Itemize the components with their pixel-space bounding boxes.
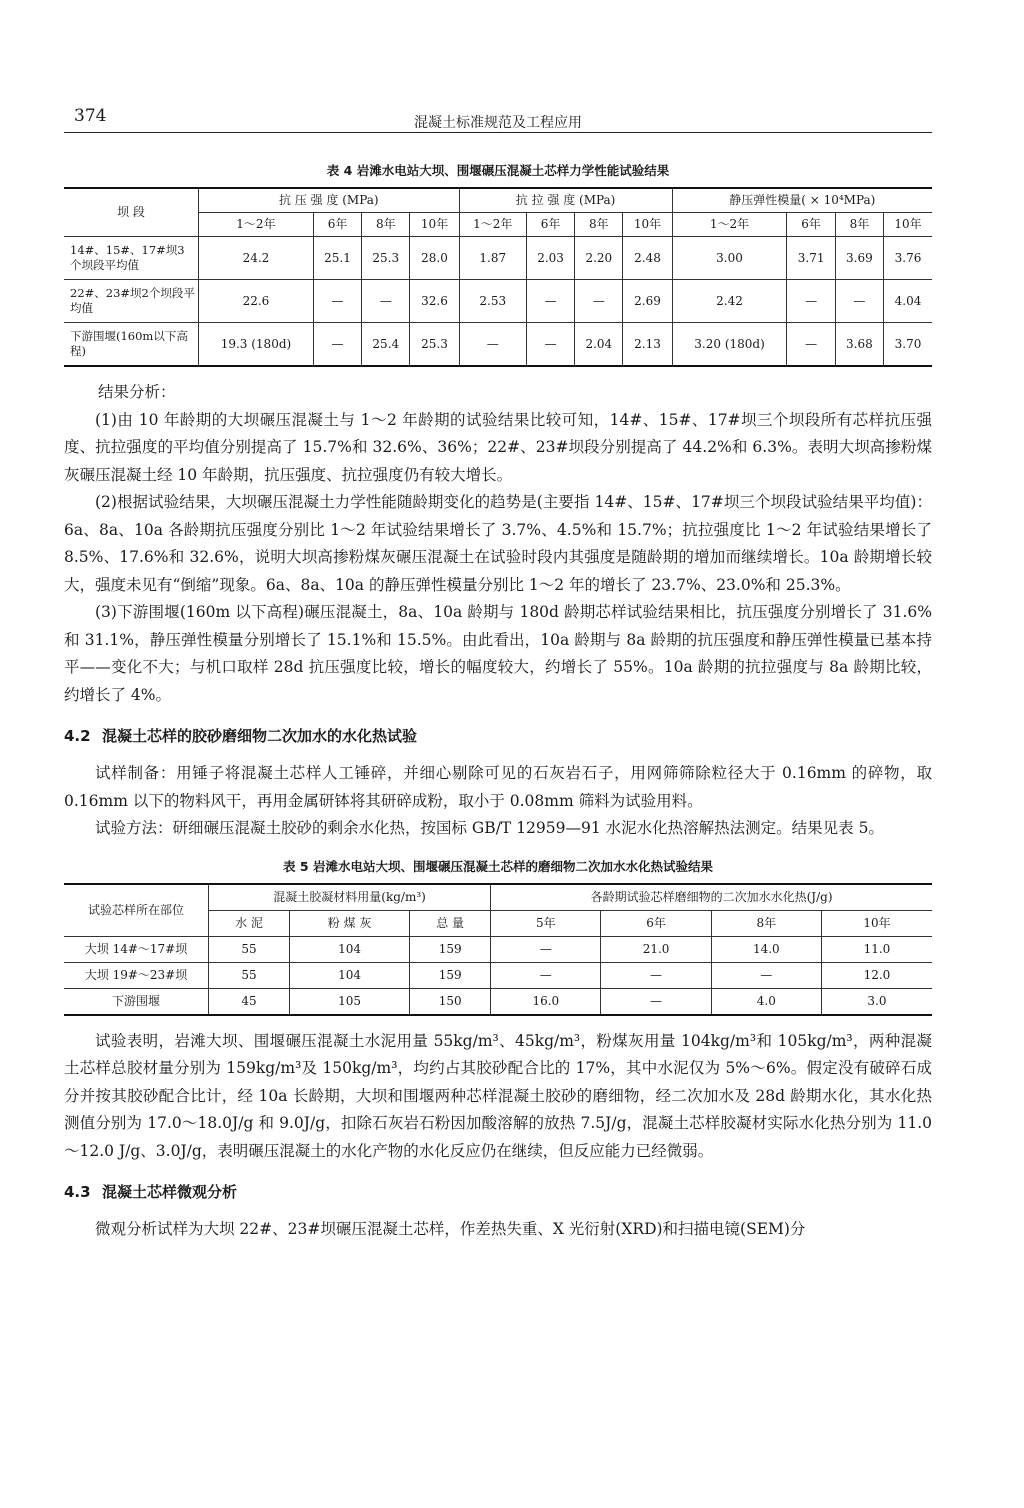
t5-cell: — xyxy=(491,936,601,962)
section-title: 混凝土芯样微观分析 xyxy=(102,1183,238,1201)
t4-cell: 3.20 (180d) xyxy=(672,323,787,367)
t4-age: 6年 xyxy=(526,213,574,237)
t4-cell: 28.0 xyxy=(410,237,459,280)
t4-group-tensile: 抗 拉 强 度 (MPa) xyxy=(459,188,672,213)
t4-age: 10年 xyxy=(884,213,932,237)
t5-cell: 159 xyxy=(410,936,491,962)
t5-heat-col: 5年 xyxy=(491,910,601,936)
t5-cell: 16.0 xyxy=(491,988,601,1015)
t4-cell: 4.04 xyxy=(884,280,932,323)
t4-age: 1～2年 xyxy=(672,213,787,237)
t4-cell: 19.3 (180d) xyxy=(199,323,314,367)
t4-cell: — xyxy=(787,323,835,367)
t4-cell: 2.48 xyxy=(623,237,672,280)
t4-age: 8年 xyxy=(362,213,410,237)
t4-cell: 2.04 xyxy=(575,323,623,367)
t4-cell: 2.20 xyxy=(575,237,623,280)
t5-group-binder: 混凝土胶凝材料用量(kg/m³) xyxy=(209,884,491,911)
paragraph: 试验方法：研细碾压混凝土胶砂的剩余水化热，按国标 GB/T 12959—91 水泥水化热溶解热法测定。结果见表 5。 xyxy=(95,819,884,837)
t5-heat-col: 10年 xyxy=(821,910,932,936)
t4-cell: 25.1 xyxy=(313,237,361,280)
t5-cell: 11.0 xyxy=(821,936,932,962)
table-row xyxy=(64,237,932,280)
t4-age: 6年 xyxy=(313,213,361,237)
t5-binder-col: 粉 煤 灰 xyxy=(290,910,410,936)
analysis-title: 结果分析： xyxy=(98,383,176,401)
t4-cell: — xyxy=(835,280,883,323)
paragraph: 试验表明，岩滩大坝、围堰碾压混凝土水泥用量 55kg/m³、45kg/m³，粉煤灰用量 104kg/m³和 105kg/m³，两种混凝土芯样总胶材量分别为 159kg/m³及 150kg/m³，均约占其胶砂配合比的 17%，其中水泥仅为 5%～6%。假定没有破碎石成分并按其胶砂配合比计，经 10a 长龄期，大坝和围堰两种芯样混凝土胶砂的磨细物，经二次加水及 28d 龄期水化，其水化热测值分别为 17.0～18.0J/g 和 9.0J/g，扣除石灰岩石粉因加酸溶解的放热 7.5J/g，混凝土芯样胶凝材实际水化热分别为 11.0～12.0 J/g、3.0J/g，表明碾压混凝土的水化产物的水化反应仍在继续，但反应能力已经微弱。 xyxy=(64,1031,932,1160)
t5-heat-col: 6年 xyxy=(601,910,711,936)
t4-row-label: 下游围堰(160m以下高程) xyxy=(64,323,199,367)
section-heading-4-3 xyxy=(64,1181,932,1202)
t4-cell: 1.87 xyxy=(459,237,526,280)
t4-age: 10年 xyxy=(410,213,459,237)
t5-cell: 55 xyxy=(209,962,290,988)
t4-cell: 3.76 xyxy=(884,237,932,280)
t4-cell: 3.00 xyxy=(672,237,787,280)
t4-group-compressive: 抗 压 强 度 (MPa) xyxy=(199,188,460,213)
t4-cell: 25.3 xyxy=(410,323,459,367)
t5-cell: — xyxy=(601,962,711,988)
table-row xyxy=(64,962,932,988)
t5-cell: 4.0 xyxy=(711,988,821,1015)
t4-cell: — xyxy=(313,280,361,323)
t4-cell: — xyxy=(313,323,361,367)
t5-cell: — xyxy=(711,962,821,988)
table-row xyxy=(64,988,932,1015)
table5-caption: 表 5 岩滩水电站大坝、围堰碾压混凝土芯样的磨细物二次加水水化热试验结果 xyxy=(283,858,713,874)
t4-age: 1～2年 xyxy=(199,213,314,237)
t5-cell: 104 xyxy=(290,962,410,988)
t4-row-label: 14#、15#、17#坝3个坝段平均值 xyxy=(64,237,199,280)
t4-age: 8年 xyxy=(575,213,623,237)
t5-col-location: 试验芯样所在部位 xyxy=(64,884,209,937)
t4-cell: 22.6 xyxy=(199,280,314,323)
paragraph: (3)下游围堰(160m 以下高程)碾压混凝土，8a、10a 龄期与 180d 龄期芯样试验结果相比，抗压强度分别增长了 31.6%和 31.1%，静压弹性模量分别增长了 15.1%和 15.5%。由此看出，10a 龄期与 8a 龄期的抗压强度和静压弹性模量已基本持平——变化不大；与机口取样 28d 抗压强度比较，增长的幅度较大，约增长了 55%。10a 龄期的抗拉强度与 8a 龄期比较，约增长了 4%。 xyxy=(64,603,932,704)
t5-cell: 3.0 xyxy=(821,988,932,1015)
page-number: 374 xyxy=(74,106,107,126)
t4-cell: 2.13 xyxy=(623,323,672,367)
page xyxy=(64,100,932,1244)
paragraph: 微观分析试样为大坝 22#、23#坝碾压混凝土芯样，作差热失重、X 光衍射(XRD)和扫描电镜(SEM)分 xyxy=(95,1220,806,1238)
book-title: 混凝土标准规范及工程应用 xyxy=(414,115,582,131)
t5-row-label: 大坝 19#～23#坝 xyxy=(64,962,209,988)
t4-age: 8年 xyxy=(835,213,883,237)
t4-cell: — xyxy=(787,280,835,323)
t5-cell: 45 xyxy=(209,988,290,1015)
t4-age: 10年 xyxy=(623,213,672,237)
t4-group-modulus: 静压弹性模量( × 10⁴MPa) xyxy=(672,188,932,213)
paragraph: 试样制备：用锤子将混凝土芯样人工锤碎，并细心剔除可见的石灰岩石子，用网筛筛除粒径大于 0.16mm 的碎物，取 0.16mm 以下的物料风干，再用金属研钵将其研碎成粉，取小于 0.08mm 筛料为试验用料。 xyxy=(64,764,932,810)
t4-cell: 3.70 xyxy=(884,323,932,367)
section-title: 混凝土芯样的胶砂磨细物二次加水的水化热试验 xyxy=(102,727,418,745)
t5-cell: — xyxy=(601,988,711,1015)
table4 xyxy=(64,187,932,367)
t4-cell: 24.2 xyxy=(199,237,314,280)
t4-cell: 2.03 xyxy=(526,237,574,280)
t4-cell: 3.68 xyxy=(835,323,883,367)
table-row xyxy=(64,936,932,962)
t4-cell: — xyxy=(526,280,574,323)
table4-caption: 表 4 岩滩水电站大坝、围堰碾压混凝土芯样力学性能试验结果 xyxy=(326,163,670,178)
page-header xyxy=(64,100,932,133)
t4-cell: — xyxy=(575,280,623,323)
section-number: 4.2 xyxy=(64,727,91,745)
t4-cell: — xyxy=(362,280,410,323)
t4-cell: 25.3 xyxy=(362,237,410,280)
section-number: 4.3 xyxy=(64,1183,91,1201)
table-row xyxy=(64,323,932,367)
t4-cell: — xyxy=(526,323,574,367)
t4-age: 6年 xyxy=(787,213,835,237)
t5-cell: 105 xyxy=(290,988,410,1015)
t5-binder-col: 水 泥 xyxy=(209,910,290,936)
paragraph: (1)由 10 年龄期的大坝碾压混凝土与 1～2 年龄期的试验结果比较可知，14#、15#、17#坝三个坝段所有芯样抗压强度、抗拉强度的平均值分别提高了 15.7%和 32.6%、36%；22#、23#坝段分别提高了 44.2%和 6.3%。表明大坝高掺粉煤灰碾压混凝土经 10 年龄期，抗压强度、抗拉强度仍有较大增长。 xyxy=(64,410,932,484)
t5-cell: 12.0 xyxy=(821,962,932,988)
t4-cell: 3.71 xyxy=(787,237,835,280)
t4-cell: 2.53 xyxy=(459,280,526,323)
t5-row-label: 下游围堰 xyxy=(64,988,209,1015)
t5-group-heat: 各龄期试验芯样磨细物的二次加水水化热(J/g) xyxy=(491,884,932,911)
t4-cell: 2.69 xyxy=(623,280,672,323)
t4-cell: 25.4 xyxy=(362,323,410,367)
t5-cell: 104 xyxy=(290,936,410,962)
t4-cell: 2.42 xyxy=(672,280,787,323)
section-heading-4-2 xyxy=(64,725,932,746)
t5-cell: 159 xyxy=(410,962,491,988)
t5-cell: — xyxy=(491,962,601,988)
t5-cell: 150 xyxy=(410,988,491,1015)
t4-age: 1～2年 xyxy=(459,213,526,237)
t4-col-segment: 坝 段 xyxy=(64,188,199,237)
table-row xyxy=(64,280,932,323)
t4-row-label: 22#、23#坝2个坝段平均值 xyxy=(64,280,199,323)
t4-cell: 3.69 xyxy=(835,237,883,280)
t5-cell: 14.0 xyxy=(711,936,821,962)
t5-cell: 21.0 xyxy=(601,936,711,962)
table5 xyxy=(64,883,932,1016)
t5-heat-col: 8年 xyxy=(711,910,821,936)
paragraph: (2)根据试验结果，大坝碾压混凝土力学性能随龄期变化的趋势是(主要指 14#、15#、17#坝三个坝段试验结果平均值)：6a、8a、10a 各龄期抗压强度分别比 1～2 年试验结果增长了 3.7%、4.5%和 15.7%；抗拉强度比 1～2 年试验结果增长了 8.5%、17.6%和 32.6%，说明大坝高掺粉煤灰碾压混凝土在试验时段内其强度是随龄期的增加而继续增长。10a 龄期增长较大，强度未见有“倒缩”现象。6a、8a、10a 的静压弹性模量分别比 1～2 年的增长了 23.7%、23.0%和 25.3%。 xyxy=(64,493,932,594)
t4-cell: — xyxy=(459,323,526,367)
t5-cell: 55 xyxy=(209,936,290,962)
t5-row-label: 大坝 14#～17#坝 xyxy=(64,936,209,962)
t4-cell: 32.6 xyxy=(410,280,459,323)
t5-binder-col: 总 量 xyxy=(410,910,491,936)
